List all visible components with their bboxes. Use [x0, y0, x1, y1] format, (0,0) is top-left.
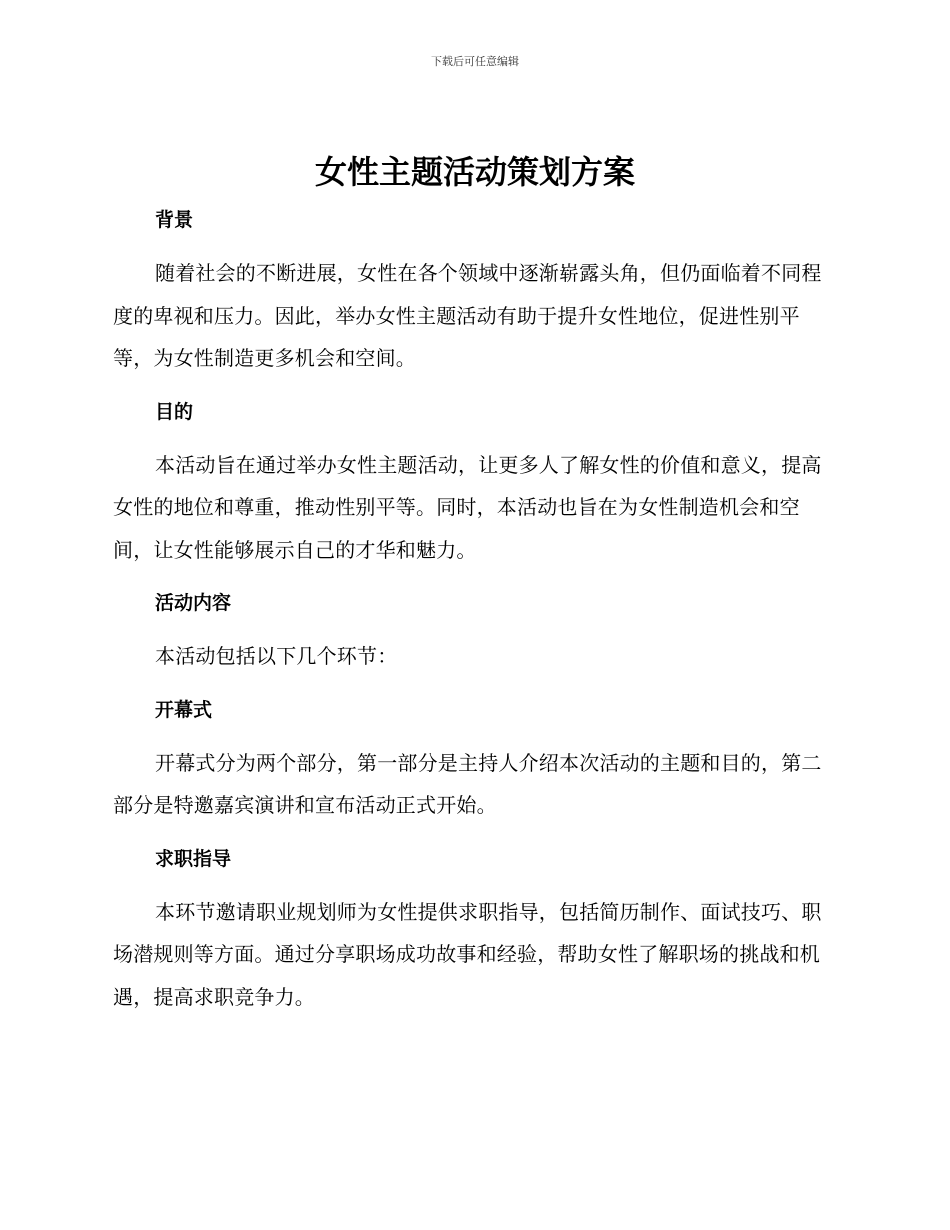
- page-header: 下载后可任意编辑: [431, 55, 519, 68]
- document-title: 女性主题活动策划方案: [314, 153, 635, 191]
- section-heading-background: 背景: [155, 209, 194, 231]
- section-heading-activity-content: 活动内容: [155, 592, 232, 614]
- section-heading-purpose: 目的: [155, 400, 194, 423]
- section-paragraph-opening-ceremony: 开幕式分为两个部分，第一部分是主持人介绍本次活动的主题和目的，第二部分是特邀嘉宾演讲和宣布活动正式开始。: [113, 750, 822, 817]
- section-paragraph-activity-content: 本活动包括以下几个环节：: [155, 644, 398, 668]
- section-paragraph-job-guidance: 本环节邀请职业规划师为女性提供求职指导，包括简历制作、面试技巧、职场潜规则等方面。通过分享职场成功故事和经验，帮助女性了解职场的挑战和机遇，提高求职竞争力。: [113, 899, 822, 1009]
- section-heading-job-guidance: 求职指导: [155, 847, 232, 870]
- section-heading-opening-ceremony: 开幕式: [155, 698, 213, 721]
- section-paragraph-purpose: 本活动旨在通过举办女性主题活动，让更多人了解女性的价值和意义，提高女性的地位和尊重，推动性别平等。同时，本活动也旨在为女性制造机会和空间，让女性能够展示自己的才华和魅力。: [113, 452, 822, 562]
- document-body: [113, 200, 833, 1030]
- section-paragraph-background: 随着社会的不断进展，女性在各个领域中逐渐崭露头角，但仍面临着不同程度的卑视和压力。因此，举办女性主题活动有助于提升女性地位，促进性别平等，为女性制造更多机会和空间。: [113, 261, 822, 370]
